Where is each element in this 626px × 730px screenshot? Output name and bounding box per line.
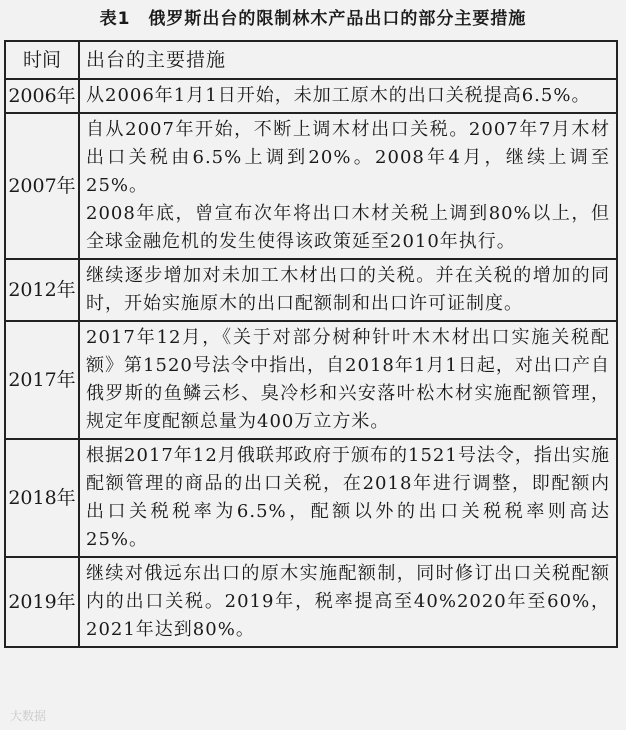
year-cell: 2007年 [5,113,79,259]
table-row [5,557,617,647]
measure-cell [79,321,617,439]
year-cell: 2019年 [5,557,79,647]
measure-text: 自从2007年开始，不断上调木材出口关税。2007年7月木材出口关税由6.5%上调到20%。2008年4月，继续上调至25%。 [86,119,610,196]
table-header-row [5,41,617,79]
table-row [5,439,617,557]
table-row [5,79,617,113]
measures-table [4,40,618,648]
measure-text: 继续对俄远东出口的原木实施配额制，同时修订出口关税配额内的出口关税。2019年，税率提高至40%2020年至60%，2021年达到80%。 [86,563,610,640]
measure-cell [79,113,617,259]
year-cell: 2006年 [5,79,79,113]
table-row [5,113,617,259]
measure-cell [79,439,617,557]
measure-text: 2008年底，曾宣布次年将出口木材关税上调到80%以上，但全球金融危机的发生使得该政策延至2010年执行。 [86,203,610,252]
year-cell: 2012年 [5,259,79,321]
measure-text: 根据2017年12月俄联邦政府于颁布的1521号法令，指出实施配额管理的商品的出口关税，在2018年进行调整，即配额内出口关税税率为6.5%，配额以外的出口关税税率则高达25%。 [86,445,610,550]
watermark [10,707,46,724]
header-measures: 出台的主要措施 [79,41,617,79]
year-cell: 2018年 [5,439,79,557]
table-row [5,259,617,321]
measure-text: 继续逐步增加对未加工木材出口的关税。并在关税的增加的同时，开始实施原木的出口配额制和出口许可证制度。 [86,265,610,314]
table-caption: 表1 俄罗斯出台的限制林木产品出口的部分主要措施 [99,9,527,29]
year-cell: 2017年 [5,321,79,439]
measure-cell [79,79,617,113]
watermark-text: 大数据 [10,709,47,723]
header-time: 时间 [5,41,79,79]
measure-cell [79,259,617,321]
table-row [5,321,617,439]
measure-text: 从2006年1月1日开始，未加工原木的出口关税提高6.5%。 [86,85,591,106]
measure-text: 2017年12月，《关于对部分树种针叶木木材出口实施关税配额》第1520号法令中指出，自2018年1月1日起，对出口产自俄罗斯的鱼鳞云杉、臭冷杉和兴安落叶松木材实施配额管理，规定年度配额总量为400万立方米。 [86,327,610,432]
measure-cell [79,557,617,647]
